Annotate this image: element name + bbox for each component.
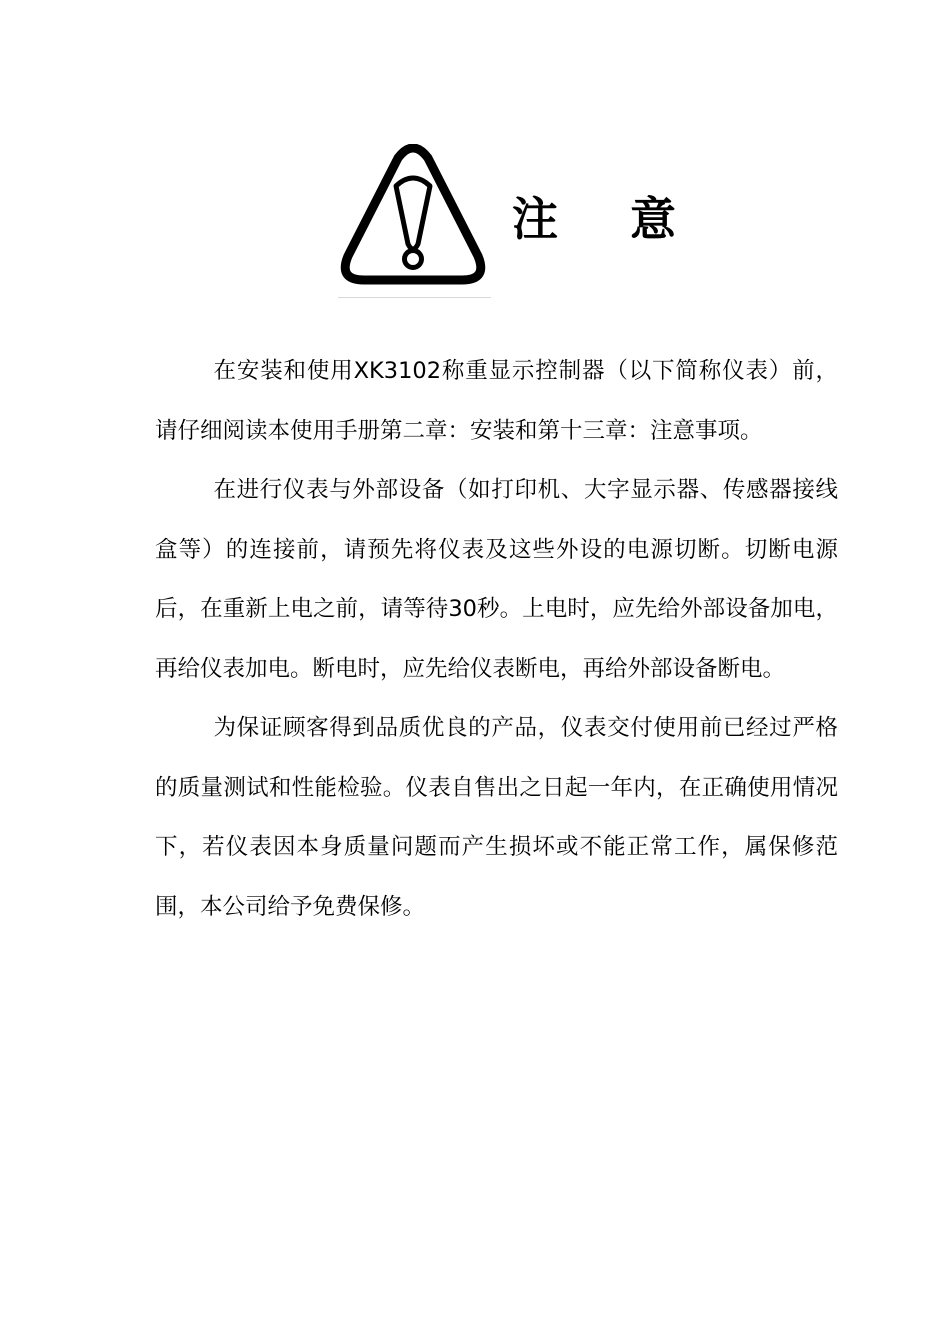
page-title: 注意 [512, 192, 748, 246]
notice-body [155, 342, 838, 937]
notice-header [338, 144, 748, 294]
paragraph-power-connection: 在进行仪表与外部设备（如打印机、大字显示器、传感器接线盒等）的连接前，请预先将仪表及这些外设的电源切断。切断电源后，在重新上电之前，请等待30秒。上电时，应先给外部设备加电，再给仪表加电。断电时，应先给仪表断电，再给外部设备断电。 [155, 477, 838, 682]
header-divider [338, 297, 491, 298]
warning-triangle-icon [338, 144, 488, 286]
paragraph-manual-reading: 在安装和使用XK3102称重显示控制器（以下简称仪表）前，请仔细阅读本使用手册第二章：安装和第十三章：注意事项。 [155, 358, 838, 444]
paragraph-warranty: 为保证顾客得到品质优良的产品，仪表交付使用前已经过严格的质量测试和性能检验。仪表自售出之日起一年内，在正确使用情况下，若仪表因本身质量问题而产生损坏或不能正常工作，属保修范围，本公司给予免费保修。 [155, 715, 838, 920]
